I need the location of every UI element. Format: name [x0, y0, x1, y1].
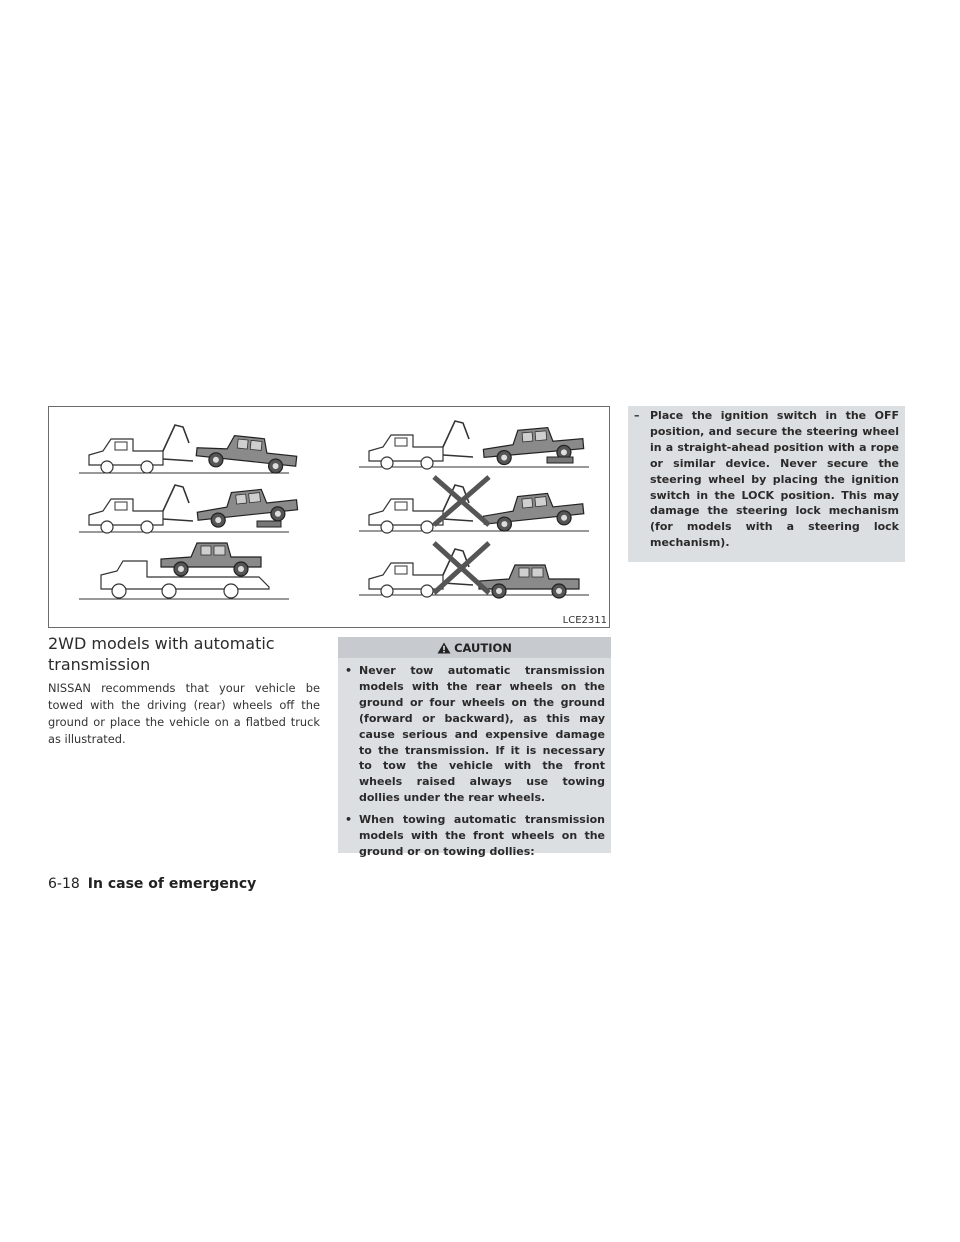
towing-diagrams	[49, 407, 609, 627]
caution-item	[344, 812, 605, 860]
diagram-wheel-lift-front-dolly	[359, 421, 589, 469]
dash-icon: –	[634, 409, 640, 422]
caution-header	[338, 637, 611, 658]
caution-list	[338, 658, 611, 860]
figure-code: LCE2311	[562, 615, 607, 626]
section-body: NISSAN recommends that your vehicle be towed with the driving (rear) wheels off the ground or place the vehicle on a flatbed truck as illustrated.	[48, 681, 320, 746]
diagram-prohibited-rear-on-ground	[359, 477, 589, 533]
bullet-icon: •	[345, 813, 353, 827]
caution-title: CAUTION	[454, 640, 512, 655]
page-footer	[48, 876, 256, 892]
caution-item	[344, 663, 605, 806]
diagram-flatbed	[79, 543, 289, 599]
bullet-icon: •	[345, 664, 353, 677]
towing-illustration	[48, 406, 610, 628]
caution-box	[338, 637, 611, 858]
caution-box-continued	[628, 406, 905, 562]
diagram-prohibited-four-wheels	[359, 543, 589, 598]
section-heading: 2WD models with automatic transmission	[48, 634, 275, 674]
diagram-dolly-tow	[79, 485, 299, 533]
page-number: 6-18	[48, 876, 80, 892]
diagram-wheel-lift-rear-raised	[79, 425, 298, 475]
caution-item-text: When towing automatic transmission models with the front wheels on the ground or on towing dollies:	[359, 813, 605, 858]
caution-item-text: Never tow automatic transmission models with the rear wheels on the ground or four wheels on the ground (forward or backward), as this may cause serious and expensive damage to the transmission. If it is necessary to tow the vehicle with the front wheels raised always use towing dollies under the rear wheels.	[359, 664, 605, 805]
warning-triangle-icon	[437, 642, 451, 654]
caution-subitem-text: Place the ignition switch in the OFF position, and secure the steering wheel in a straight-ahead position with a rope or similar device. Never secure the steering wheel by placing the ignition switch in the LOCK position. This may damage the steering lock mechanism (for models with a steering lock mechanism).	[650, 409, 899, 550]
chapter-title: In case of emergency	[87, 876, 257, 892]
caution-subitem	[628, 406, 905, 551]
